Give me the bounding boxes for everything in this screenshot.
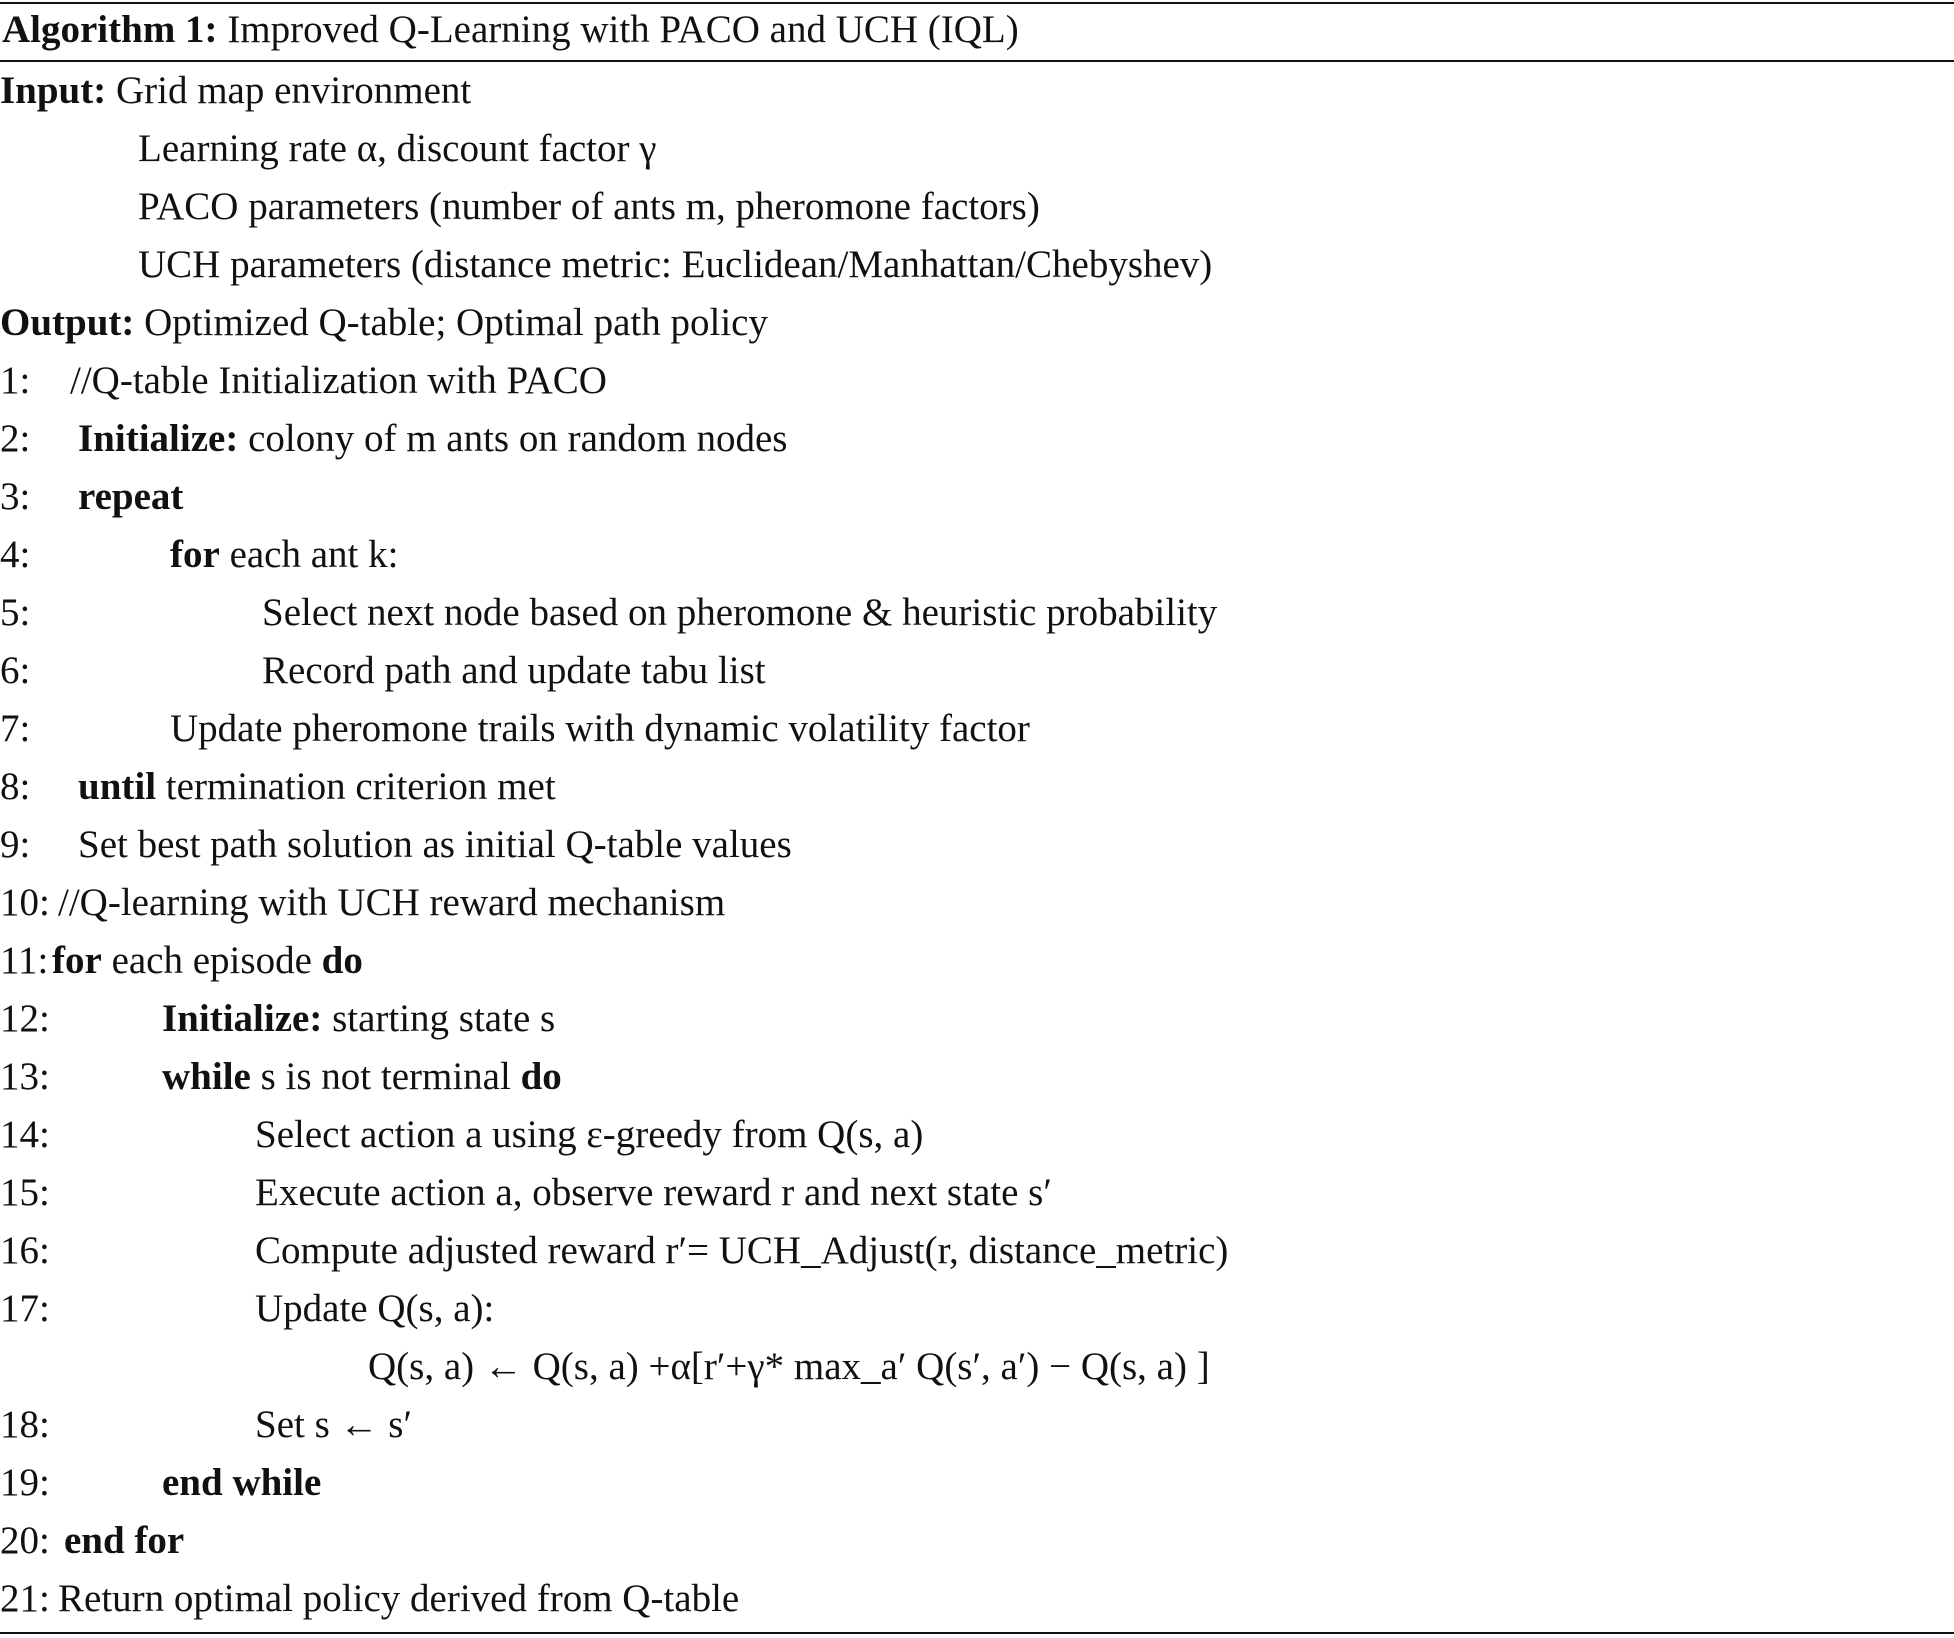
step-keyword: until	[78, 765, 157, 808]
update-formula: Q(s, a) ← Q(s, a) +α[r′+γ* max_a′ Q(s′, a′) − Q(s, a) ]	[368, 1345, 1210, 1388]
algorithm-label: Algorithm 1:	[2, 8, 218, 51]
step-number: 1:	[0, 359, 31, 402]
step-text: each episode	[111, 939, 312, 982]
step-text: each ant k:	[229, 533, 399, 576]
step-keyword: end while	[162, 1461, 322, 1504]
step-keyword-do: do	[321, 939, 363, 982]
step-keyword: for	[170, 533, 220, 576]
step-number: 12:	[0, 997, 50, 1040]
step-number: 3:	[0, 475, 31, 518]
input-label: Input:	[0, 69, 107, 112]
input-text-0: Grid map environment	[115, 69, 472, 112]
step-number: 9:	[0, 823, 31, 866]
step-text: Select next node based on pheromone & heuristic probability	[262, 591, 1218, 634]
step-number: 11:	[0, 939, 49, 982]
step-number: 8:	[0, 765, 31, 808]
step-text: Update pheromone trails with dynamic volatility factor	[170, 707, 1030, 750]
step-number: 19:	[0, 1461, 50, 1504]
step-keyword: while	[162, 1055, 251, 1098]
step-number: 4:	[0, 533, 31, 576]
step-keyword-do: do	[520, 1055, 562, 1098]
step-number: 2:	[0, 417, 31, 460]
bottom-rule	[0, 1632, 1954, 1634]
output-text: Optimized Q-table; Optimal path policy	[144, 301, 768, 344]
step-keyword: Initialize:	[78, 417, 239, 460]
step-text: Set s ← s′	[255, 1403, 412, 1446]
step-text: Execute action a, observe reward r and next state s′	[255, 1171, 1052, 1214]
input-text-3: UCH parameters (distance metric: Euclidean/Manhattan/Chebyshev)	[138, 243, 1213, 286]
step-text: colony of m ants on random nodes	[248, 417, 788, 460]
input-text-2: PACO parameters (number of ants m, pheromone factors)	[138, 185, 1040, 228]
step-number: 21:	[0, 1577, 50, 1620]
step-number: 7:	[0, 707, 31, 750]
step-number: 10:	[0, 881, 50, 924]
step-number: 5:	[0, 591, 31, 634]
algorithm-name: Improved Q-Learning with PACO and UCH (IQL)	[227, 8, 1019, 51]
step-number: 16:	[0, 1229, 50, 1272]
step-keyword: for	[52, 939, 102, 982]
step-number: 14:	[0, 1113, 50, 1156]
step-keyword: end for	[64, 1519, 185, 1562]
step-number: 15:	[0, 1171, 50, 1214]
step-number: 17:	[0, 1287, 50, 1330]
input-text-1: Learning rate α, discount factor γ	[138, 127, 657, 170]
step-number: 13:	[0, 1055, 50, 1098]
step-number: 6:	[0, 649, 31, 692]
step-number: 20:	[0, 1519, 50, 1562]
step-text: Update Q(s, a):	[255, 1287, 495, 1330]
step-keyword: repeat	[78, 475, 184, 518]
step-text: termination criterion met	[165, 765, 556, 808]
algorithm-title	[2, 4, 1019, 56]
step-keyword: Initialize:	[162, 997, 323, 1040]
step-text: //Q-learning with UCH reward mechanism	[58, 881, 726, 924]
step-text: starting state s	[332, 997, 556, 1040]
step-text: s is not terminal	[260, 1055, 511, 1098]
step-text: //Q-table Initialization with PACO	[70, 359, 607, 402]
step-text: Record path and update tabu list	[262, 649, 766, 692]
output-label: Output:	[0, 301, 135, 344]
step-text: Set best path solution as initial Q-table values	[78, 823, 792, 866]
step-number: 18:	[0, 1403, 50, 1446]
step-text: Select action a using ε-greedy from Q(s, a)	[255, 1113, 924, 1156]
step-text: Return optimal policy derived from Q-table	[58, 1577, 740, 1620]
step-text: Compute adjusted reward r′= UCH_Adjust(r, distance_metric)	[255, 1229, 1229, 1272]
